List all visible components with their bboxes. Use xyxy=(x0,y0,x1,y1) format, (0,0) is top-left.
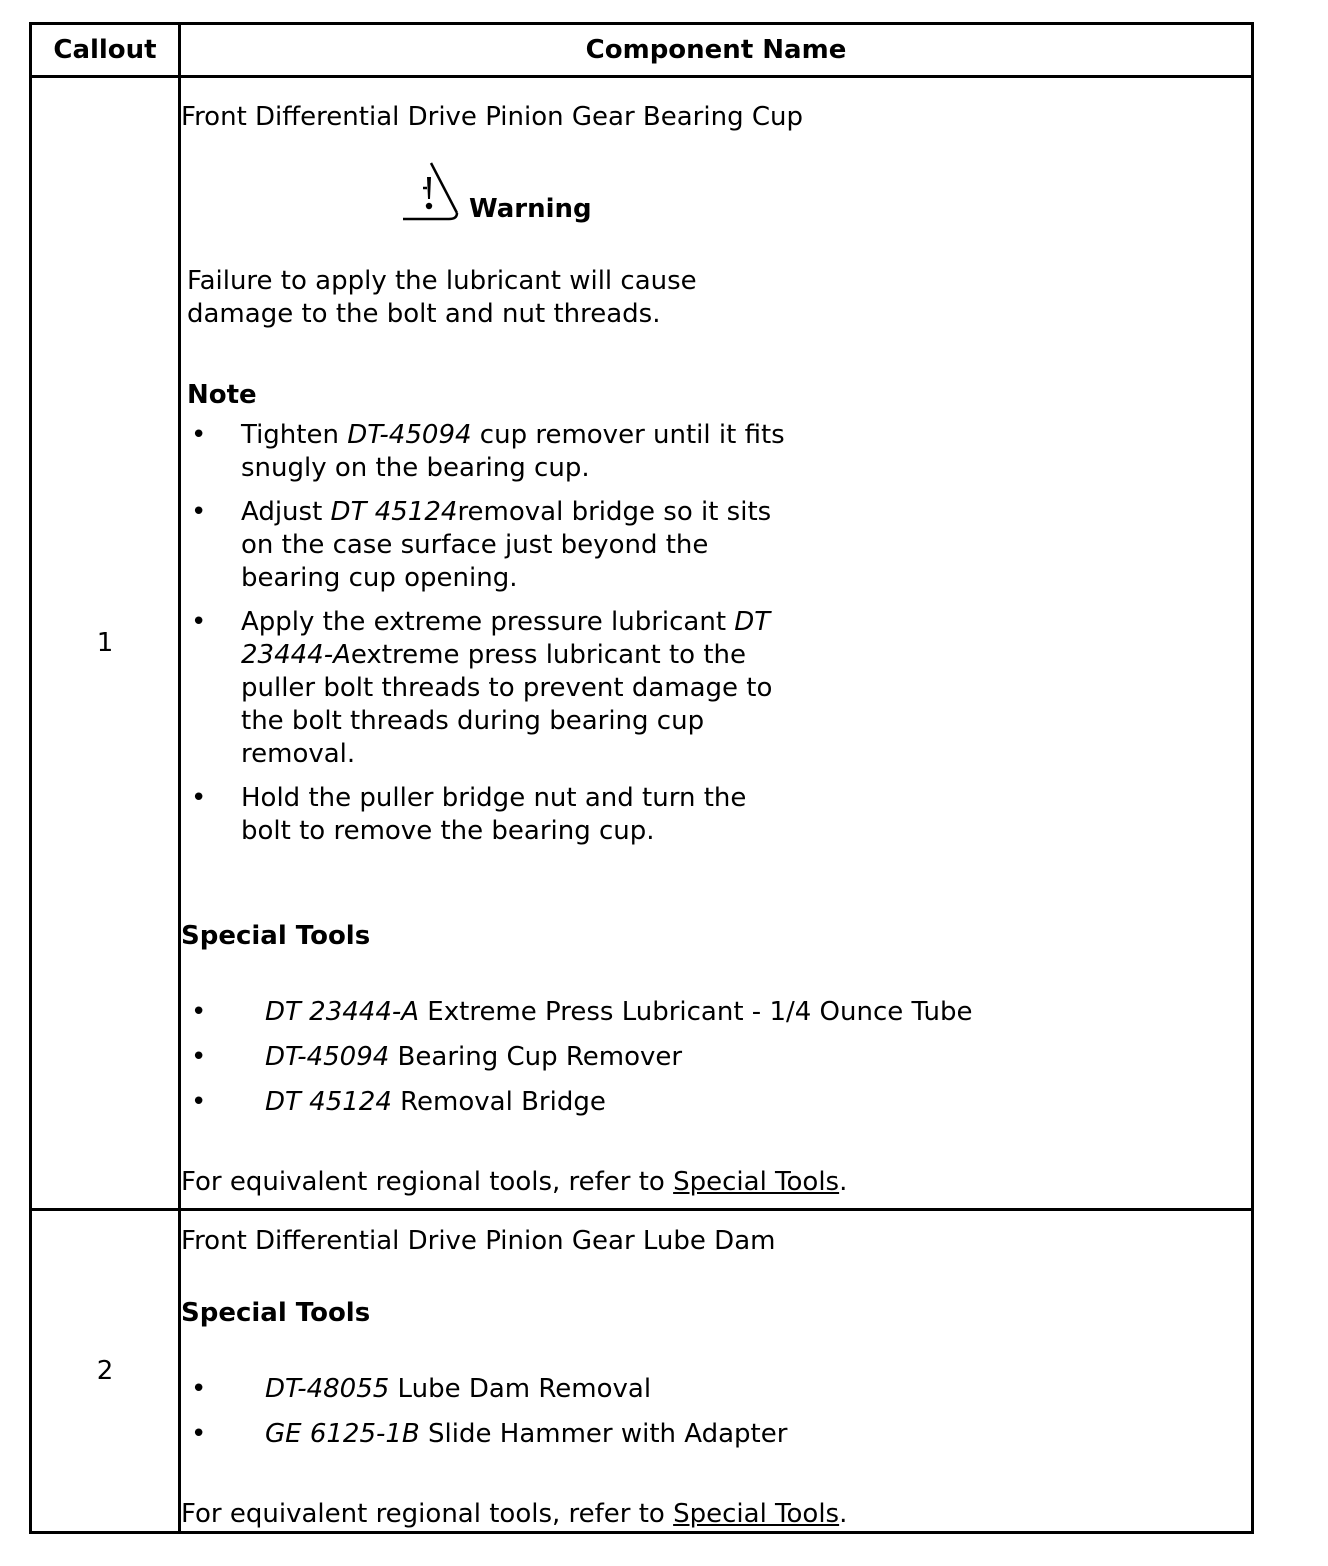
note-item: • Adjust DT 45124removal bridge so it sits on the case surface just beyond the bearing cup opening. xyxy=(191,496,772,593)
special-tools-heading: Special Tools xyxy=(181,1297,371,1328)
warning-text-line: damage to the bolt and nut threads. xyxy=(187,298,661,329)
component-title: Front Differential Drive Pinion Gear Bearing Cup xyxy=(181,101,803,132)
tool-description: Removal Bridge xyxy=(391,1086,606,1117)
special-tools-heading: Special Tools xyxy=(181,920,371,951)
callout-number: 2 xyxy=(31,1210,180,1533)
special-tool-item xyxy=(181,1418,1251,1450)
tool-code: DT 45124 xyxy=(330,496,458,527)
callout-column-header: Callout xyxy=(31,24,180,77)
warning-text-line: Failure to apply the lubricant will cause xyxy=(187,265,697,296)
special-tool-item xyxy=(181,996,1251,1028)
callout-number: 1 xyxy=(31,77,180,1210)
tool-code: DT 23444-A xyxy=(265,996,420,1027)
tool-description: Slide Hammer with Adapter xyxy=(419,1418,788,1449)
tool-code: GE 6125-1B xyxy=(265,1418,420,1449)
bullet: • xyxy=(191,419,207,450)
note-list xyxy=(181,419,1251,848)
special-tools-link[interactable]: Special Tools xyxy=(673,1498,840,1529)
table-row xyxy=(31,77,1253,1210)
table-header-row xyxy=(31,24,1253,77)
bullet: • xyxy=(191,1041,207,1072)
warning-header xyxy=(401,161,1251,225)
warning-text xyxy=(187,265,807,331)
component-cell xyxy=(180,1210,1253,1533)
bullet: • xyxy=(191,496,207,527)
component-name-column-header: Component Name xyxy=(180,24,1253,77)
warning-label: Warning xyxy=(469,193,592,224)
bullet: • xyxy=(191,782,207,813)
regional-tools-reference: For equivalent regional tools, refer to Special Tools. xyxy=(181,1498,848,1529)
note-item: • Apply the extreme pressure lubricant DT 23444-Aextreme press lubricant to the puller bolt threads to prevent damage to the bolt threads during bearing cup removal. xyxy=(191,606,773,769)
tool-code: DT-45094 xyxy=(347,419,472,450)
tool-code: DT 45124 xyxy=(265,1086,392,1117)
component-title: Front Differential Drive Pinion Gear Lube Dam xyxy=(181,1225,776,1256)
component-table xyxy=(29,22,1254,1534)
special-tool-item xyxy=(181,1373,1251,1405)
tool-description: Extreme Press Lubricant - 1/4 Ounce Tube xyxy=(419,996,973,1027)
regional-tools-reference: For equivalent regional tools, refer to Special Tools. xyxy=(181,1166,848,1197)
warning-triangle-icon xyxy=(401,161,459,225)
special-tool-item xyxy=(181,1086,1251,1118)
note-item: • Tighten DT-45094 cup remover until it fits snugly on the bearing cup. xyxy=(191,419,785,483)
tool-description: Bearing Cup Remover xyxy=(389,1041,683,1072)
special-tools-link[interactable]: Special Tools xyxy=(673,1166,840,1197)
note-heading: Note xyxy=(187,379,257,410)
table-row xyxy=(31,1210,1253,1533)
special-tools-list xyxy=(181,996,1251,1118)
bullet: • xyxy=(191,606,207,637)
bullet: • xyxy=(191,996,207,1027)
tool-code: DT-48055 xyxy=(265,1373,390,1404)
note-item: • Hold the puller bridge nut and turn the bolt to remove the bearing cup. xyxy=(191,782,747,846)
special-tool-item xyxy=(181,1041,1251,1073)
tool-code: DT-45094 xyxy=(265,1041,390,1072)
component-cell xyxy=(180,77,1253,1210)
bullet: • xyxy=(191,1418,207,1449)
tool-description: Lube Dam Removal xyxy=(389,1373,652,1404)
bullet: • xyxy=(191,1086,207,1117)
tool-code: DT 23444-A xyxy=(241,606,771,670)
special-tools-list xyxy=(181,1373,1251,1450)
bullet: • xyxy=(191,1373,207,1404)
